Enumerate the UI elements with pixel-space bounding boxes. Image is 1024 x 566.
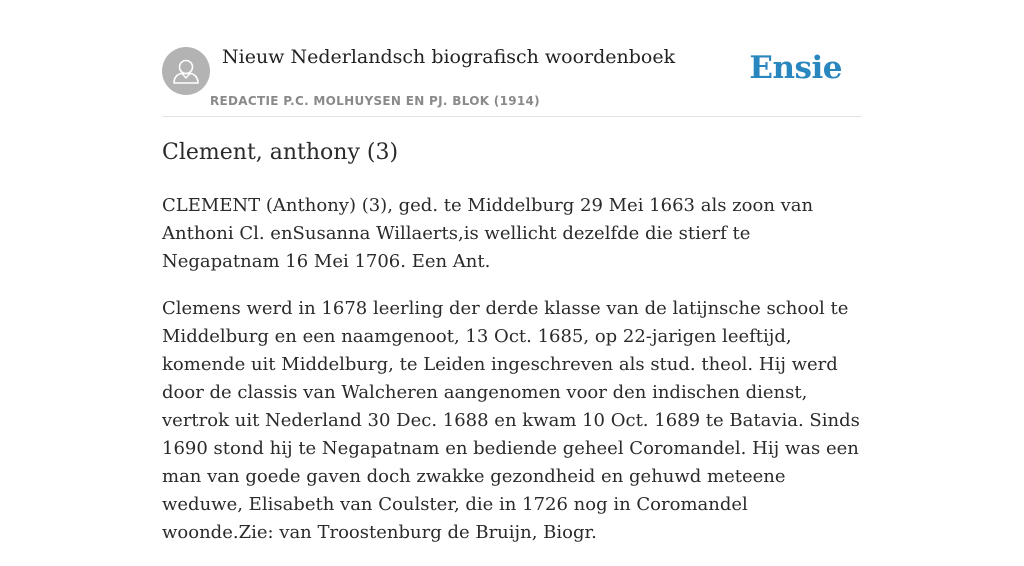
source-title[interactable]: Nieuw Nederlandsch biografisch woordenboek — [222, 46, 676, 68]
source-editor: REDACTIE P.C. MOLHUYSEN EN PJ. BLOK (1914) — [210, 94, 540, 108]
author-avatar[interactable] — [162, 47, 210, 95]
entry-paragraph: Clemens werd in 1678 leerling der derde klasse van de latijnsche school te Middelburg en een naamgenoot, 13 Oct. 1685, op 22-jarigen leeftijd, komende uit Middelburg, te Leiden ingeschreven als stud. theol. Hij werd door de classis van Walcheren aangenomen voor den indischen dienst, vertrok uit Nederland 30 Dec. 1688 en kwam 10 Oct. 1689 te Batavia. Sinds 1690 stond hij te Negapatnam en bediende geheel Coromandel. Hij was een man van goede gaven doch zwakke gezondheid en gehuwd meteene weduwe, Elisabeth van Coulster, die in 1726 nog in Coromandel woonde.Zie: van Troostenburg de Bruijn, Biogr. — [162, 298, 860, 543]
entry-title: Clement, anthony (3) — [162, 140, 399, 165]
user-silhouette-icon — [162, 47, 210, 95]
entry-body — [162, 192, 862, 566]
entry-paragraph: CLEMENT (Anthony) (3), ged. te Middelburg 29 Mei 1663 als zoon van Anthoni Cl. enSusanna Willaerts,is wellicht dezelfde die stierf te Negapatnam 16 Mei 1706. Een Ant. — [162, 195, 814, 272]
brand-logo[interactable]: Ensie — [749, 50, 842, 86]
source-header — [162, 46, 862, 117]
